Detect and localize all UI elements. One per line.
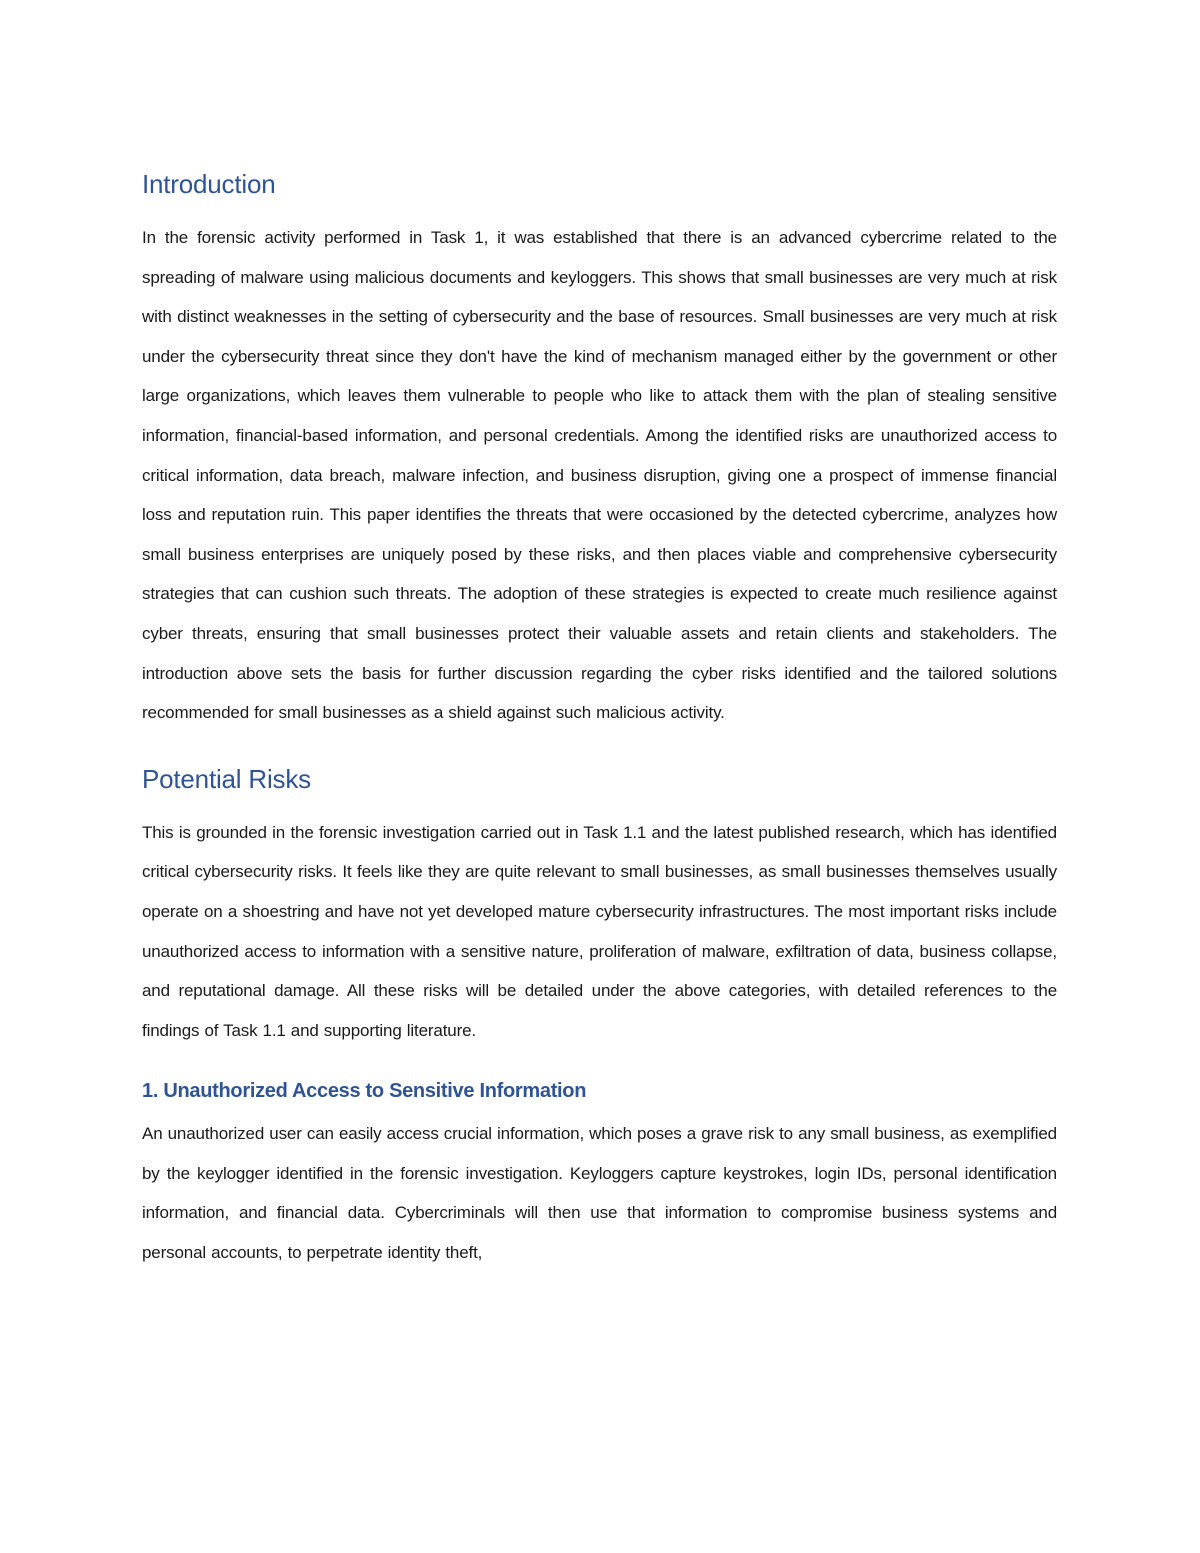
introduction-paragraph: In the forensic activity performed in Task 1, it was established that there is an advanced cybercrime related to the spreading of malware using malicious documents and keyloggers. This shows that small businesses are very much at risk with distinct weaknesses in the setting of cybersecurity and the base of resources. Small businesses are very much at risk under the cybersecurity threat since they don't have the kind of mechanism managed either by the government or other large organizations, which leaves them vulnerable to people who like to attack them with the plan of stealing sensitive information, financial-based information, and personal credentials. Among the identified risks are unauthorized access to critical information, data breach, malware infection, and business disruption, giving one a prospect of immense financial loss and reputation ruin. This paper identifies the threats that were occasioned by the detected cybercrime, analyzes how small business enterprises are uniquely posed by these risks, and then places viable and comprehensive cybersecurity strategies that can cushion such threats. The adoption of these strategies is expected to create much resilience against cyber threats, ensuring that small businesses protect their valuable assets and retain clients and stakeholders. The introduction above sets the basis for further discussion regarding the cyber risks identified and the tailored solutions recommended for small businesses as a shield against such malicious activity. <box>142 228 1057 723</box>
potential-risks-paragraph: This is grounded in the forensic investigation carried out in Task 1.1 and the latest published research, which has identified critical cybersecurity risks. It feels like they are quite relevant to small businesses, as small businesses themselves usually operate on a shoestring and have not yet developed mature cybersecurity infrastructures. The most important risks include unauthorized access to information with a sensitive nature, proliferation of malware, exfiltration of data, business collapse, and reputational damage. All these risks will be detailed under the above categories, with detailed references to the findings of Task 1.1 and supporting literature. <box>142 822 1057 1040</box>
document-body <box>142 164 1057 1273</box>
unauthorized-access-paragraph: An unauthorized user can easily access crucial information, which poses a grave risk to any small business, as exemplified by the keylogger identified in the forensic investigation. Keyloggers capture keystrokes, login IDs, personal identification information, and financial data. Cybercriminals will then use that information to compromise business systems and personal accounts, to perpetrate identity theft, <box>142 1124 1057 1263</box>
unauthorized-access-heading: 1. Unauthorized Access to Sensitive Information <box>142 1080 587 1103</box>
potential-risks-heading: Potential Risks <box>142 763 311 794</box>
introduction-heading: Introduction <box>142 169 276 199</box>
